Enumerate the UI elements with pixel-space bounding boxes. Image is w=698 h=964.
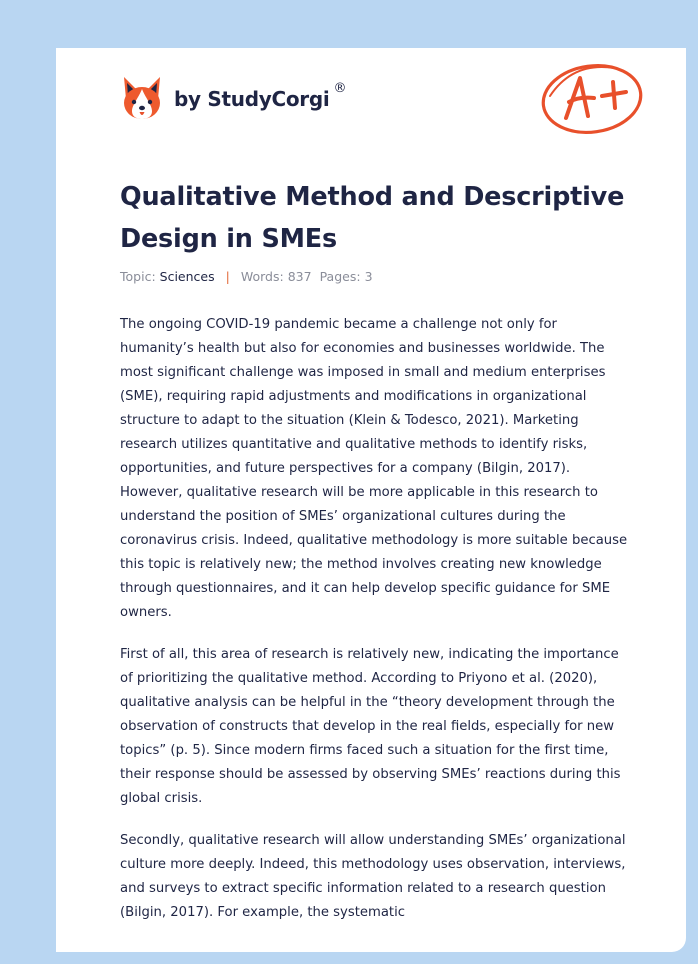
a-plus-grade-icon (536, 58, 648, 138)
pages-value: 3 (364, 269, 373, 284)
words-label: Words: (240, 269, 284, 284)
document-page (56, 48, 686, 952)
essay-title: Qualitative Method and Descriptive Design in SMEs (120, 182, 625, 254)
words-value: 837 (287, 269, 312, 284)
topic-label: Topic: (120, 269, 156, 284)
essay-body (120, 313, 634, 943)
brand-label: by StudyCorgi (174, 87, 330, 111)
meta-separator: | (225, 269, 230, 284)
corgi-logo-icon (120, 75, 164, 123)
registered-mark: ® (333, 81, 347, 96)
paragraph: First of all, this area of research is relatively new, indicating the importance of prioritizing the qualitative method. According to Priyono et al. (2020), qualitative analysis can be helpful in the “theory development through the observation of constructs that develop in the real fields, especially for new topics” (p. 5). Since modern firms faced such a situation for the first time, their response should be assessed by observing SMEs’ reactions during this global crisis. (120, 647, 621, 806)
paragraph: Secondly, qualitative research will allow understanding SMEs’ organizational culture more deeply. Indeed, this methodology uses observation, interviews, and surveys to extract specific information related to a research question (Bilgin, 2017). For example, the systematic (120, 833, 626, 920)
topic-link[interactable]: Sciences (159, 269, 215, 284)
brand-name (174, 81, 347, 111)
brand-header[interactable] (120, 74, 346, 124)
paragraph: The ongoing COVID-19 pandemic became a challenge not only for humanity’s health but also for economies and businesses worldwide. The most significant challenge was imposed in small and medium enterprises (SME), requiring rapid adjustments and modifications in organizational structure to adapt to the situation (Klein & Todesco, 2021). Marketing research utilizes quantitative and qualitative methods to identify risks, opportunities, and future perspectives for a company (Bilgin, 2017). However, qualitative research will be more applicable in this research to understand the position of SMEs’ organizational cultures during the coronavirus crisis. Indeed, qualitative methodology is more suitable because this topic is relatively new; the method involves creating new knowledge through questionnaires, and it can help develop specific guidance for SME owners. (120, 317, 628, 620)
essay-meta (120, 269, 373, 284)
pages-label: Pages: (319, 269, 361, 284)
